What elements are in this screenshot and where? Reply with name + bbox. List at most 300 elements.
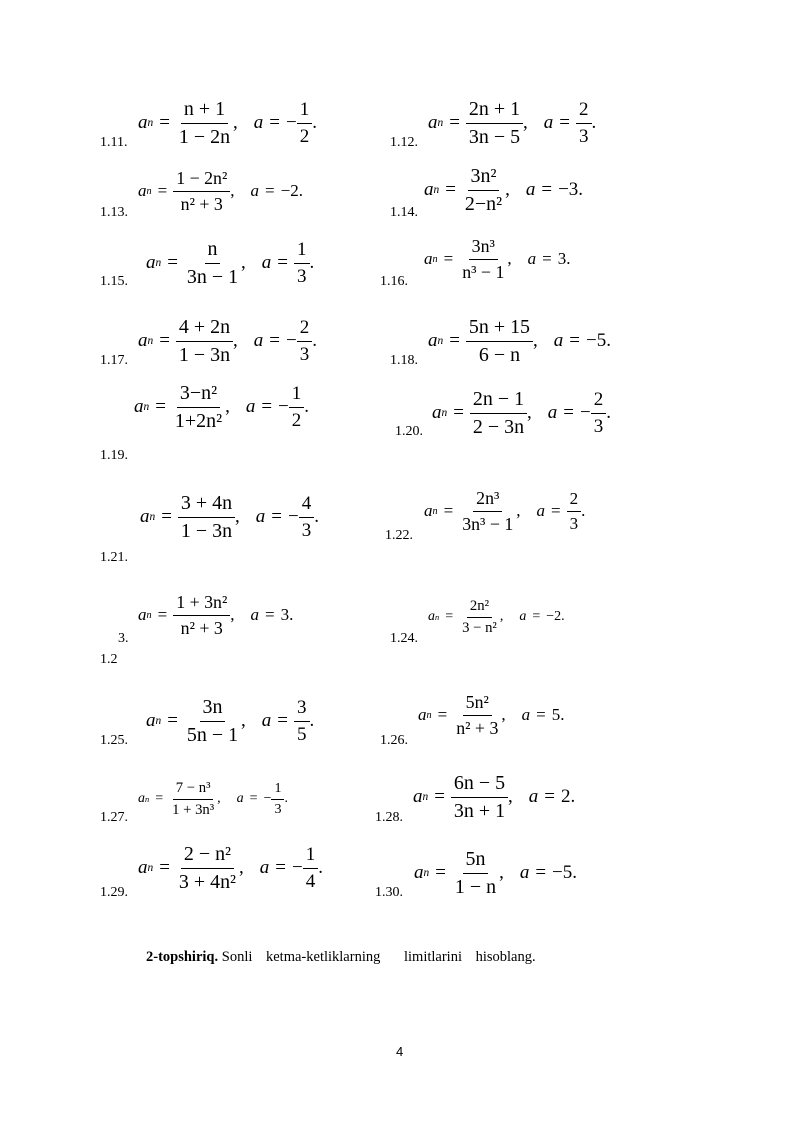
problem-number: 1.22. [385,528,413,543]
limit-fraction [567,489,582,533]
denominator: 3n³ − 1 [462,513,514,534]
period: . [581,501,586,521]
sequence-formula [418,692,564,738]
equals-sign: = [157,181,168,201]
limit-symbol: a [519,862,530,884]
equals-sign: = [435,862,446,884]
sequence-formula [428,598,565,637]
period: . [561,609,565,625]
comma: , [235,506,240,528]
denominator: n² + 3 [456,717,499,738]
sequence-symbol: a [424,501,433,521]
equals-sign: = [159,330,170,352]
fraction [459,488,516,534]
denominator: 1 − 2n [178,125,231,148]
sequence-formula [134,382,309,433]
fraction [172,382,225,433]
limit-fraction [591,389,607,438]
sequence-index: n [426,709,432,721]
fraction [176,98,233,149]
comma: , [505,179,510,201]
limit-label [522,705,552,725]
numerator: 2n² [467,598,492,618]
comma: , [501,705,506,725]
sequence-symbol: a [414,862,424,884]
problem-number: 1.19. [100,448,128,463]
numerator: 2n − 1 [470,388,527,414]
fraction [462,165,505,216]
sequence-index: n [147,862,154,875]
equals-sign: = [167,252,178,274]
task-label: 2-topshiriq. [146,949,219,965]
limit-label [537,501,567,521]
limit-denominator: 3 [274,801,282,817]
sequence-index: n [155,257,162,270]
limit-symbol: a [527,249,537,269]
limit-symbol: a [261,710,272,732]
problem-number: 1.11. [100,135,128,150]
limit-numerator: 1 [289,383,305,408]
limit-symbol: a [250,181,260,201]
limit-denominator: 5 [297,723,307,745]
limit-value: −2 [546,609,562,625]
comma: , [225,396,230,418]
sequence-symbol: a [146,710,156,732]
limit-label [262,710,294,732]
problem-number: 1.30. [375,885,403,900]
limit-symbol: a [553,330,564,352]
numerator: 5n + 15 [466,316,533,342]
sequence-formula [146,238,314,289]
sequence-index: n [147,117,154,130]
equals-sign: = [155,791,164,807]
limit-label [254,330,286,352]
comma: , [499,862,504,884]
denominator: n² + 3 [180,193,223,214]
equals-sign: = [541,179,553,201]
equals-sign: = [445,609,454,625]
denominator: 3n − 5 [468,125,521,148]
limit-value: −5 [585,330,607,352]
task-word-1: Sonli [221,949,253,965]
comma: , [507,249,512,269]
period: . [606,402,611,424]
limit-label [254,112,286,134]
period: . [570,786,576,808]
fraction [466,98,523,149]
period: . [578,179,584,201]
fraction [452,848,499,899]
sequence-formula [138,843,323,894]
fraction [451,772,508,823]
equals-sign: = [157,605,168,625]
limit-label [246,396,278,418]
limit-label [544,112,576,134]
sequence-symbol: a [146,252,156,274]
limit-denominator: 3 [297,265,307,287]
problem-number: 1.13. [100,205,128,220]
fraction [459,236,507,282]
limit-value: 3 [557,249,567,269]
limit-symbol: a [543,112,554,134]
page-number: 4 [396,1044,404,1059]
numerator: 2n + 1 [466,98,523,124]
sequence-index: n [435,612,440,622]
equals-sign: = [434,786,445,808]
limit-label [260,857,292,879]
limit-label [554,330,586,352]
limit-symbol: a [519,609,527,625]
limit-numerator: 2 [297,317,313,342]
numerator: 4 + 2n [176,316,233,342]
sequence-index: n [149,511,156,524]
numerator: 3−n² [177,382,220,408]
limit-fraction [297,99,313,148]
sequence-index: n [437,117,444,130]
equals-sign: = [269,112,281,134]
equals-sign: = [159,857,170,879]
equals-sign: = [542,249,552,269]
task-word-3: limitlarini [403,949,462,965]
problem-number: 1.21. [100,550,128,565]
minus-sign: − [292,857,303,879]
limit-label [256,506,288,528]
sequence-index: n [146,185,152,197]
comma: , [241,710,246,732]
limit-symbol: a [259,857,270,879]
limit-symbol: a [536,501,546,521]
limit-denominator: 3 [569,513,579,533]
limit-fraction [576,99,592,148]
denominator: 2 − 3n [472,415,525,438]
period: . [284,791,288,807]
fraction [459,598,500,637]
sequence-formula [138,592,293,638]
denominator: 1 − n [454,875,497,898]
limit-fraction [294,239,310,288]
limit-numerator: 2 [591,389,607,414]
comma: , [217,791,221,807]
limit-numerator: 4 [299,493,315,518]
period: . [318,857,323,879]
sequence-formula [146,696,314,747]
sequence-symbol: a [413,786,423,808]
limit-numerator: 1 [297,99,313,124]
sequence-formula [424,488,585,534]
sequence-index: n [146,609,152,621]
sequence-index: n [155,715,162,728]
limit-symbol: a [547,402,558,424]
problem-number: 1.26. [380,733,408,748]
limit-value: 2 [561,786,571,808]
comma: , [527,402,532,424]
limit-denominator: 3 [579,125,589,147]
problem-number: 1.28. [375,810,403,825]
limit-symbol: a [250,605,260,625]
equals-sign: = [449,330,460,352]
problem-number-part: 3. [118,631,129,646]
equals-sign: = [551,501,561,521]
task-word-2: ketma-ketliklarning [266,949,381,965]
limit-numerator: 2 [576,99,592,124]
sequence-symbol: a [138,181,147,201]
numerator: 5n [463,848,489,874]
limit-value: −2 [280,181,299,201]
sequence-index: n [437,335,444,348]
minus-sign: − [580,402,591,424]
problem-number: 1.27. [100,810,128,825]
comma: , [533,330,538,352]
limit-symbol: a [255,506,266,528]
problem-number: 1.18. [390,353,418,368]
problem-number-part: 1.2 [100,652,118,667]
problem-number: 1.15. [100,274,128,289]
limit-numerator: 2 [567,489,582,512]
limit-label [548,402,580,424]
limit-label [262,252,294,274]
limit-symbol: a [528,786,539,808]
fraction [169,780,217,819]
sequence-symbol: a [432,402,442,424]
equals-sign: = [249,791,258,807]
sequence-formula [428,98,596,149]
fraction [184,238,241,289]
sequence-formula [140,492,319,543]
task-word-4: hisoblang. [475,949,536,965]
sequence-index: n [433,184,440,197]
numerator: n + 1 [181,98,228,124]
equals-sign: = [443,249,454,269]
denominator: 1+2n² [174,409,223,432]
comma: , [241,252,246,274]
sequence-index: n [441,407,448,420]
comma: , [230,181,235,201]
limit-value: −3 [558,179,579,201]
limit-symbol: a [245,396,256,418]
sequence-symbol: a [424,249,433,269]
comma: , [233,112,238,134]
sequence-formula [413,772,575,823]
equals-sign: = [437,705,448,725]
numerator: 2n³ [473,488,502,512]
denominator: 5n − 1 [186,723,239,746]
minus-sign: − [263,791,272,807]
fraction [466,316,533,367]
denominator: 1 + 3n³ [172,801,215,818]
equals-sign: = [563,402,575,424]
fraction [453,692,501,738]
sequence-index: n [143,401,150,414]
numerator: 3n³ [469,236,498,260]
minus-sign: − [288,506,299,528]
limit-value: 3 [280,605,290,625]
problem-number: 1.12. [390,135,418,150]
limit-numerator: 1 [271,781,284,800]
sequence-symbol: a [138,857,148,879]
sequence-index: n [422,791,429,804]
limit-label [251,181,281,201]
equals-sign: = [559,112,571,134]
denominator: 1 − 3n [178,343,231,366]
sequence-symbol: a [418,705,427,725]
limit-fraction [299,493,315,542]
limit-label [519,609,546,625]
numerator: 3 + 4n [178,492,235,518]
equals-sign: = [155,396,166,418]
equals-sign: = [443,501,454,521]
equals-sign: = [269,330,281,352]
sequence-symbol: a [428,112,438,134]
numerator: 1 − 2n² [173,168,230,192]
sequence-formula [428,316,611,367]
limit-label [520,862,552,884]
sequence-symbol: a [138,791,145,807]
denominator: 2−n² [464,192,503,215]
equals-sign: = [277,252,289,274]
period: . [298,181,303,201]
equals-sign: = [445,179,456,201]
period: . [309,710,315,732]
minus-sign: − [278,396,289,418]
denominator: n³ − 1 [462,261,505,282]
denominator: 3n − 1 [186,265,239,288]
sequence-symbol: a [138,112,148,134]
equals-sign: = [536,705,546,725]
denominator: n² + 3 [180,617,223,638]
limit-denominator: 3 [299,343,310,365]
comma: , [233,330,238,352]
comma: , [523,112,528,134]
limit-value: −5 [552,862,573,884]
limit-numerator: 1 [303,844,319,869]
denominator: 3 − n² [462,619,497,636]
limit-denominator: 3 [593,415,604,437]
denominator: 3n + 1 [453,799,506,822]
period: . [591,112,597,134]
equals-sign: = [544,786,556,808]
limit-symbol: a [525,179,536,201]
problem-number: 1.14. [390,205,418,220]
problem-number: 1.16. [380,274,408,289]
minus-sign: − [286,330,297,352]
limit-label [526,179,558,201]
fraction [470,388,527,439]
limit-numerator: 3 [294,697,310,722]
limit-label [251,605,281,625]
sequence-symbol: a [428,609,435,625]
limit-denominator: 2 [299,125,310,147]
denominator: 1 − 3n [180,519,233,542]
period: . [289,605,294,625]
limit-numerator: 1 [294,239,310,264]
period: . [606,330,611,352]
limit-denominator: 2 [291,409,302,431]
equals-sign: = [271,506,283,528]
problem-number: 1.20. [395,424,423,439]
comma: , [508,786,513,808]
limit-fraction [294,697,310,746]
period: . [312,112,317,134]
limit-symbol: a [261,252,272,274]
sequence-symbol: a [140,506,150,528]
comma: , [230,605,235,625]
limit-symbol: a [521,705,531,725]
period: . [312,330,317,352]
sequence-formula [138,168,303,214]
sequence-formula [432,388,611,439]
problem-number: 1.29. [100,885,128,900]
numerator: 5n² [463,692,492,716]
period: . [309,252,315,274]
limit-denominator: 4 [305,870,316,892]
numerator: 1 + 3n² [173,592,230,616]
sequence-formula [138,780,288,819]
period: . [304,396,309,418]
sequence-index: n [432,253,438,265]
sequence-symbol: a [138,605,147,625]
equals-sign: = [275,857,286,879]
minus-sign: − [286,112,297,134]
sequence-index: n [432,505,438,517]
equals-sign: = [277,710,289,732]
numerator: 7 − n³ [173,780,214,800]
sequence-formula [414,848,577,899]
sequence-formula [138,98,317,149]
equals-sign: = [167,710,178,732]
limit-fraction [303,844,319,893]
numerator: 6n − 5 [451,772,508,798]
problem-number: 1.17. [100,353,128,368]
sequence-formula [424,236,570,282]
sequence-symbol: a [134,396,144,418]
denominator: 3 + 4n² [178,870,237,893]
limit-value: 5 [551,705,561,725]
numerator: 3n [200,696,226,722]
sequence-index: n [147,335,154,348]
limit-symbol: a [253,330,264,352]
sequence-formula [424,165,583,216]
limit-label [237,791,264,807]
fraction [176,316,233,367]
limit-label [529,786,561,808]
equals-sign: = [535,862,547,884]
equals-sign: = [265,605,275,625]
period: . [566,249,571,269]
period: . [560,705,565,725]
equals-sign: = [159,112,170,134]
problem-number: 1.24. [390,631,418,646]
sequence-symbol: a [428,330,438,352]
equals-sign: = [265,181,275,201]
limit-symbol: a [236,791,244,807]
period: . [314,506,319,528]
equals-sign: = [261,396,273,418]
fraction [184,696,241,747]
sequence-index: n [145,794,150,804]
task-heading [146,949,536,966]
equals-sign: = [161,506,172,528]
equals-sign: = [453,402,464,424]
limit-denominator: 3 [301,519,312,541]
numerator: 2 − n² [181,843,234,869]
period: . [572,862,578,884]
fraction [178,492,235,543]
limit-fraction [289,383,305,432]
sequence-symbol: a [424,179,434,201]
denominator: 6 − n [478,343,521,366]
comma: , [499,609,504,625]
equals-sign: = [569,330,580,352]
